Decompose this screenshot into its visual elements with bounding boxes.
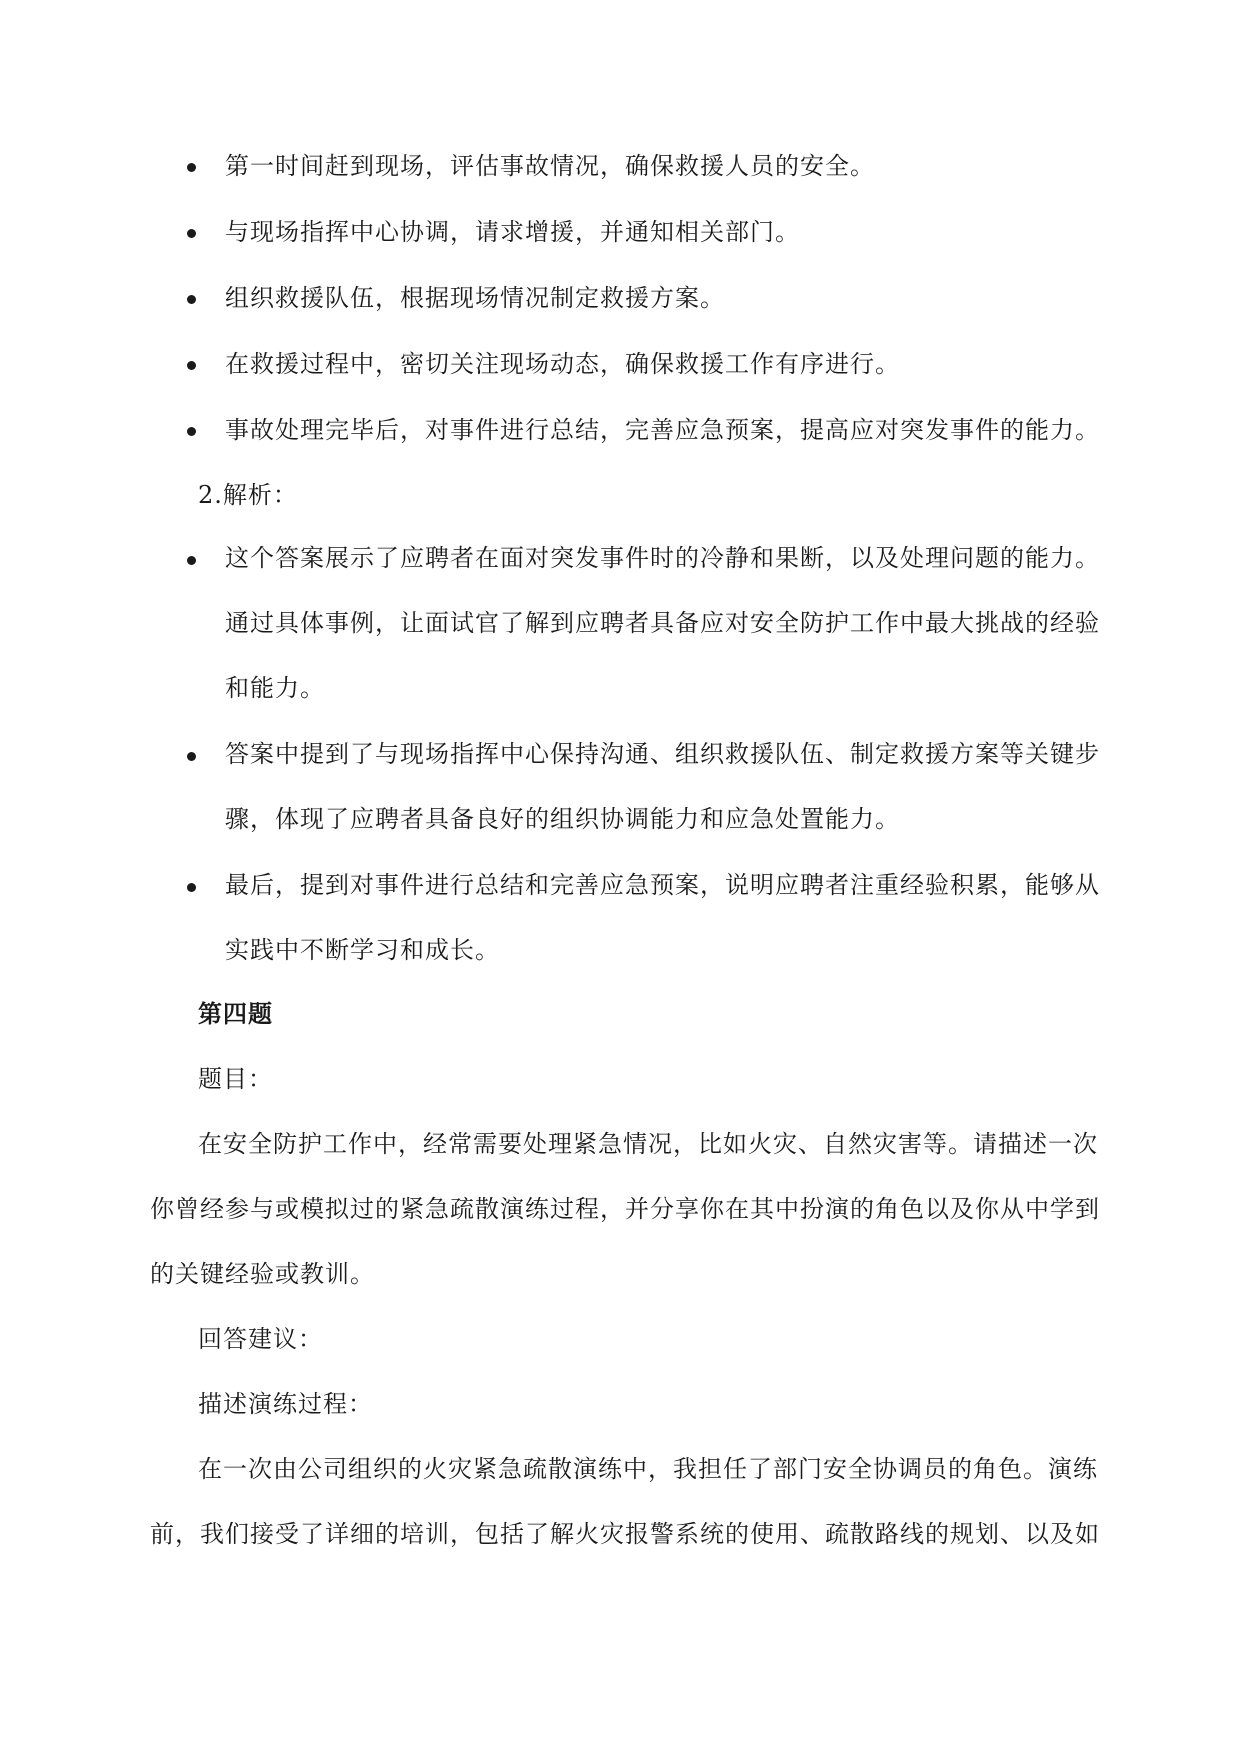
- analysis-bullet-1-line-2: 通过具体事例，让面试官了解到应聘者具备应对安全防护工作中最大挑战的经验: [225, 609, 1100, 637]
- drill-label: 描述演练过程：: [198, 1390, 373, 1418]
- answer-bullet-1: 第一时间赶到现场，评估事故情况，确保救援人员的安全。: [225, 152, 875, 180]
- question-line-3: 的关键经验或教训。: [150, 1260, 375, 1288]
- bullet-icon: [187, 229, 196, 238]
- analysis-bullet-1-line-3: 和能力。: [225, 674, 325, 702]
- bullet-icon: [187, 427, 196, 436]
- answer-bullet-3: 组织救援队伍，根据现场情况制定救援方案。: [225, 284, 725, 312]
- drill-line-2: 前，我们接受了详细的培训，包括了解火灾报警系统的使用、疏散路线的规划、以及如: [150, 1520, 1100, 1548]
- bullet-icon: [187, 883, 196, 892]
- bullet-icon: [187, 361, 196, 370]
- bullet-icon: [187, 556, 196, 565]
- answer-bullet-2: 与现场指挥中心协调，请求增援，并通知相关部门。: [225, 218, 800, 246]
- analysis-bullet-2-line-1: 答案中提到了与现场指挥中心保持沟通、组织救援队伍、制定救援方案等关键步: [225, 740, 1100, 768]
- analysis-bullet-3-line-1: 最后，提到对事件进行总结和完善应急预案，说明应聘者注重经验积累，能够从: [225, 871, 1100, 899]
- question-label: 题目：: [198, 1065, 273, 1093]
- analysis-bullet-3-line-2: 实践中不断学习和成长。: [225, 936, 500, 964]
- answer-bullet-4: 在救援过程中，密切关注现场动态，确保救援工作有序进行。: [225, 350, 900, 378]
- analysis-heading: 2.解析：: [198, 481, 298, 509]
- bullet-icon: [187, 752, 196, 761]
- question-line-1: 在安全防护工作中，经常需要处理紧急情况，比如火灾、自然灾害等。请描述一次: [198, 1130, 1098, 1158]
- analysis-bullet-1-line-1: 这个答案展示了应聘者在面对突发事件时的冷静和果断，以及处理问题的能力。: [225, 544, 1100, 572]
- answer-bullet-5: 事故处理完毕后，对事件进行总结，完善应急预案，提高应对突发事件的能力。: [225, 416, 1100, 444]
- drill-line-1: 在一次由公司组织的火灾紧急疏散演练中，我担任了部门安全协调员的角色。演练: [198, 1455, 1098, 1483]
- bullet-icon: [187, 163, 196, 172]
- answer-suggestion-label: 回答建议：: [198, 1325, 323, 1353]
- question-line-2: 你曾经参与或模拟过的紧急疏散演练过程，并分享你在其中扮演的角色以及你从中学到: [150, 1195, 1100, 1223]
- bullet-icon: [187, 295, 196, 304]
- section-title: 第四题: [198, 1000, 273, 1028]
- analysis-bullet-2-line-2: 骤，体现了应聘者具备良好的组织协调能力和应急处置能力。: [225, 805, 900, 833]
